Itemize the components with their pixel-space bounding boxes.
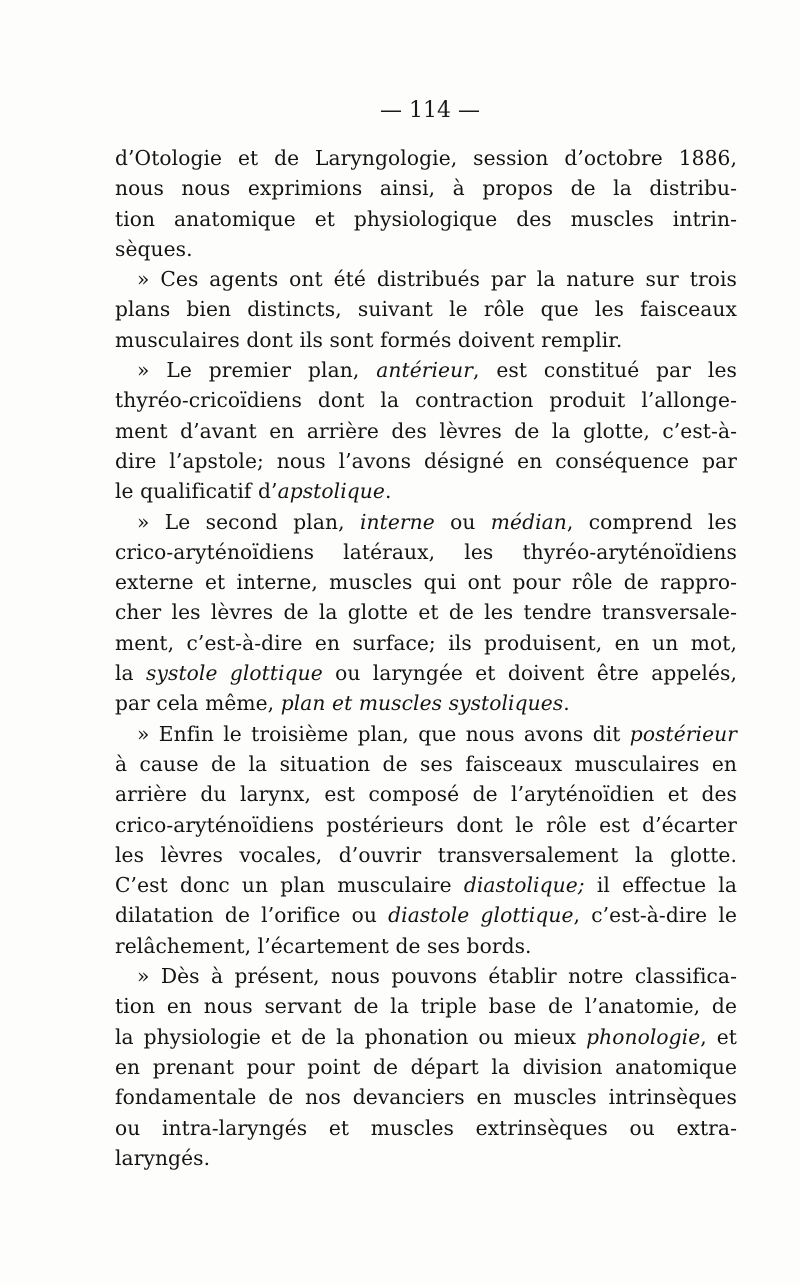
text-line: » Dès à présent, nous pouvons établir notre classifica- xyxy=(137,964,737,989)
text-line: tion anatomique et physiologique des muscles intrin- xyxy=(115,206,737,231)
italic-term: apstolique xyxy=(277,479,385,504)
text-line: ment, c’est-à-dire en surface; ils produisent, en un mot, xyxy=(115,630,737,655)
text-line: crico-aryténoïdiens postérieurs dont le rôle est d’écarter xyxy=(115,812,737,837)
italic-term: interne xyxy=(359,509,435,534)
text-line xyxy=(115,1022,737,1052)
text-line: musculaires dont ils sont formés doivent remplir. xyxy=(115,327,623,352)
text-run: ou xyxy=(434,509,491,534)
text-run: » Enfin le troisième plan, que nous avons dit xyxy=(137,721,630,746)
italic-term: médian xyxy=(490,509,567,534)
italic-term: diastolique; xyxy=(463,873,585,898)
text-run: , et xyxy=(700,1024,737,1049)
italic-term: plan et muscles systoliques xyxy=(280,691,564,716)
text-line: crico-aryténoïdiens latéraux, les thyréo-aryténoïdiens xyxy=(115,539,737,564)
text-line: sèques. xyxy=(115,236,193,261)
text-line: à cause de la situation de ses faisceaux musculaires en xyxy=(115,751,737,776)
text-line: relâchement, l’écartement de ses bords. xyxy=(115,933,532,958)
text-run: » Le second plan, xyxy=(137,509,360,534)
text-line xyxy=(115,870,737,900)
text-line: plans bien distincts, suivant le rôle que les faisceaux xyxy=(115,297,737,322)
text-line xyxy=(115,719,737,749)
text-line: en prenant pour point de départ la division anatomique xyxy=(115,1054,737,1079)
text-run: » Le premier plan, xyxy=(137,358,377,383)
italic-term: systole glottique xyxy=(146,661,323,686)
text-line: tion en nous servant de la triple base de l’anatomie, de xyxy=(115,994,737,1019)
italic-term: diastole glottique xyxy=(388,903,574,928)
text-run: la physiologie et de la phonation ou mieux xyxy=(115,1024,587,1049)
text-line: externe et interne, muscles qui ont pour rôle de rappro- xyxy=(115,570,737,595)
text-line: fondamentale de nos devanciers en muscles intrinsèques xyxy=(115,1085,737,1110)
text-run: . xyxy=(563,691,570,716)
text-run: le qualificatif d’ xyxy=(115,479,278,504)
text-run: C’est donc un plan musculaire xyxy=(115,873,464,898)
text-line xyxy=(115,658,737,688)
text-line: ou intra-laryngés et muscles extrinsèques ou extra- xyxy=(115,1115,737,1140)
text-line xyxy=(115,355,737,385)
text-line: arrière du larynx, est composé de l’aryténoïdien et des xyxy=(115,782,737,807)
text-line xyxy=(115,900,737,930)
text-run: , est constitué par les xyxy=(472,358,737,383)
text-line: les lèvres vocales, d’ouvrir transversalement la glotte. xyxy=(115,842,737,867)
body-text xyxy=(115,143,737,1173)
text-line: dire l’apstole; nous l’avons désigné en conséquence par xyxy=(115,448,737,473)
page-number: — 114 — xyxy=(380,98,480,123)
text-line: ment d’avant en arrière des lèvres de la glotte, c’est-à- xyxy=(115,418,737,443)
text-run: il effectue la xyxy=(584,873,737,898)
text-run: par cela même, xyxy=(115,691,281,716)
italic-term: postérieur xyxy=(629,721,737,746)
text-run: ou laryngée et doivent être appelés, xyxy=(322,661,738,686)
italic-term: phonologie xyxy=(586,1024,701,1049)
text-line: cher les lèvres de la glotte et de les tendre transversale- xyxy=(115,600,737,625)
text-line: thyréo-cricoïdiens dont la contraction produit l’allonge- xyxy=(115,388,737,413)
text-line xyxy=(115,688,737,718)
text-run: dilatation de l’orifice ou xyxy=(115,903,389,928)
text-run: la xyxy=(115,661,147,686)
text-line: » Ces agents ont été distribués par la nature sur trois xyxy=(137,267,737,292)
text-run: , comprend les xyxy=(566,509,737,534)
text-line: d’Otologie et de Laryngologie, session d’octobre 1886, xyxy=(115,146,737,170)
text-line xyxy=(115,507,737,537)
text-line: nous nous exprimions ainsi, à propos de la distribu- xyxy=(115,176,737,201)
text-run: . xyxy=(384,479,392,504)
text-run: , c’est-à-dire le xyxy=(573,903,738,928)
text-line: laryngés. xyxy=(115,1145,211,1170)
italic-term: antérieur xyxy=(376,358,473,383)
text-line xyxy=(115,476,737,506)
